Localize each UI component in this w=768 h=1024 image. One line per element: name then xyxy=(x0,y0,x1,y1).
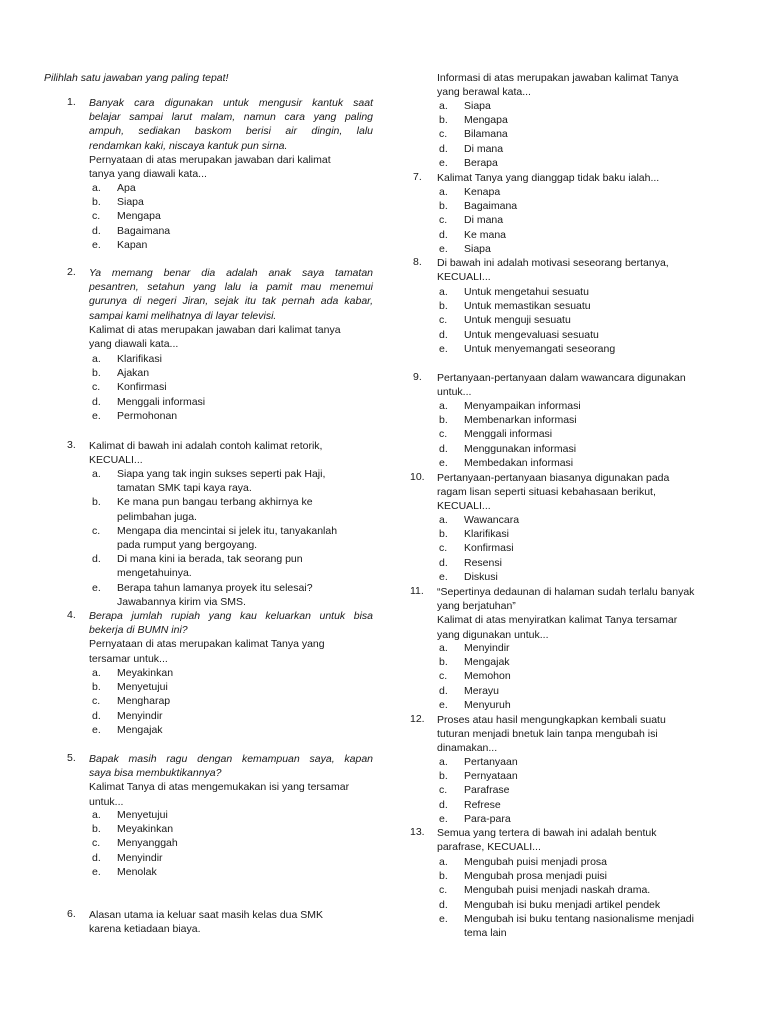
option-letter: b. xyxy=(92,681,101,694)
option-letter: b. xyxy=(439,300,448,313)
option-letter: a. xyxy=(439,400,448,412)
stem-line: KECUALI... xyxy=(437,271,491,284)
option-text: Menyetujui xyxy=(117,809,168,821)
answer-options xyxy=(92,352,373,423)
answer-option[interactable] xyxy=(439,399,727,413)
option-text: Menyindir xyxy=(117,851,163,864)
question-stem xyxy=(89,609,373,666)
option-text-line: pelimbahan juga. xyxy=(117,510,197,523)
option-text: Menyindir xyxy=(464,642,510,654)
stem-line: tuturan menjadi bnetuk lain tanpa mengubah isi xyxy=(437,728,658,741)
option-letter: c. xyxy=(439,884,448,897)
answer-options xyxy=(92,181,373,252)
italic-passage-line: ampuh, sediakan baskom berisi air dingin, lalu xyxy=(89,125,373,138)
answer-option[interactable] xyxy=(92,467,373,495)
option-letter: a. xyxy=(439,186,448,198)
stem-line: Pernyataan di atas merupakan kalimat Tanya yang xyxy=(89,638,325,651)
option-text: Menyindir xyxy=(117,709,163,722)
question-number: 4. xyxy=(67,609,76,621)
answer-option[interactable] xyxy=(92,822,373,836)
option-letter: a. xyxy=(439,100,448,112)
answer-option[interactable] xyxy=(92,495,373,523)
option-text-line: tamatan SMK tapi kaya raya. xyxy=(117,482,252,495)
option-text: Kapan xyxy=(117,238,148,251)
option-letter: e. xyxy=(439,156,448,169)
option-text: Menolak xyxy=(117,865,157,878)
option-letter: b. xyxy=(439,770,448,783)
option-letter: e. xyxy=(439,812,448,825)
answer-option[interactable] xyxy=(439,427,727,441)
answer-option[interactable] xyxy=(439,655,737,669)
answer-option[interactable] xyxy=(92,524,373,552)
option-letter: a. xyxy=(439,286,448,298)
option-text: Bagaimana xyxy=(464,200,518,213)
stem-line: Pertanyaan-pertanyaan dalam wawancara digunakan xyxy=(437,372,686,384)
answer-options xyxy=(439,399,727,470)
stem-line: yang digunakan untuk... xyxy=(437,628,549,641)
stem-line: yang berjatuhan” xyxy=(437,600,516,613)
answer-option[interactable] xyxy=(92,209,373,223)
option-letter: c. xyxy=(439,428,448,441)
answer-options xyxy=(439,641,737,712)
option-text: Permohonan xyxy=(117,409,178,422)
stem-line: yang diawali kata... xyxy=(89,338,179,351)
option-text: Ke mana xyxy=(464,228,507,241)
option-letter: d. xyxy=(439,328,448,341)
answer-options xyxy=(439,513,727,584)
option-letter: b. xyxy=(439,200,448,213)
answer-option[interactable] xyxy=(439,898,727,912)
answer-option[interactable] xyxy=(439,755,727,769)
answer-option[interactable] xyxy=(439,299,727,313)
italic-passage-line: saya bisa membuktikannya? xyxy=(89,767,222,780)
option-text: Untuk mengevaluasi sesuatu xyxy=(464,328,599,341)
stem-line: KECUALI... xyxy=(89,454,143,467)
stem-line: tanya yang diawali kata... xyxy=(89,168,207,181)
option-letter: b. xyxy=(92,823,101,836)
answer-option[interactable] xyxy=(439,142,727,156)
option-text-line: Mengubah isi buku tentang nasionalisme menjadi xyxy=(464,912,694,925)
question-number: 3. xyxy=(67,439,76,451)
question-stem xyxy=(89,908,373,936)
answer-option[interactable] xyxy=(439,313,727,327)
answer-option[interactable] xyxy=(439,869,727,883)
option-text: Untuk menguji sesuatu xyxy=(464,314,571,327)
option-letter: c. xyxy=(439,128,448,141)
option-letter: d. xyxy=(92,553,101,566)
answer-option[interactable] xyxy=(92,836,373,850)
option-text: Kenapa xyxy=(464,186,501,198)
option-text: Untuk menyemangati seseorang xyxy=(464,342,616,355)
option-letter: b. xyxy=(92,196,101,209)
italic-passage-line: Bapak masih ragu dengan kemampuan saya, kapan xyxy=(89,753,373,765)
answer-option[interactable] xyxy=(92,409,373,423)
option-letter: b. xyxy=(92,367,101,380)
question-number: 6. xyxy=(67,908,76,920)
answer-option[interactable] xyxy=(439,783,727,797)
answer-option[interactable] xyxy=(439,684,737,698)
answer-option[interactable] xyxy=(439,228,727,242)
question-number: 9. xyxy=(413,371,422,383)
option-text: Menyuruh xyxy=(464,698,511,711)
option-letter: a. xyxy=(439,642,448,654)
stem-line: Proses atau hasil mengungkapkan kembali suatu xyxy=(437,714,666,726)
option-text: Mengharap xyxy=(117,695,171,708)
option-text: Menggali informasi xyxy=(464,428,553,441)
answer-option[interactable] xyxy=(439,456,727,470)
stem-line: untuk... xyxy=(89,795,124,808)
answer-option[interactable] xyxy=(92,552,373,580)
answer-option[interactable] xyxy=(92,181,373,195)
option-text: Meyakinkan xyxy=(117,667,174,679)
option-letter: d. xyxy=(92,395,101,408)
answer-option[interactable] xyxy=(439,513,727,527)
option-text-line: Ke mana pun bangau terbang akhirnya ke xyxy=(117,496,313,509)
option-text: Klarifikasi xyxy=(464,528,509,541)
answer-option[interactable] xyxy=(92,581,373,609)
question-stem xyxy=(437,71,727,99)
option-text: Untuk mengetahui sesuatu xyxy=(464,286,589,298)
answer-option[interactable] xyxy=(439,213,727,227)
stem-line: Kalimat Tanya yang dianggap tidak baku ialah... xyxy=(437,172,660,184)
stem-line: Kalimat di atas menyiratkan kalimat Tanya tersamar xyxy=(437,614,678,627)
answer-option[interactable] xyxy=(92,366,373,380)
answer-option[interactable] xyxy=(92,865,373,879)
option-letter: c. xyxy=(439,542,448,555)
option-letter: d. xyxy=(439,228,448,241)
option-text: Membenarkan informasi xyxy=(464,414,577,427)
answer-option[interactable] xyxy=(439,798,727,812)
stem-line: “Sepertinya dedaunan di halaman sudah terlalu banyak xyxy=(437,586,695,598)
option-letter: e. xyxy=(439,456,448,469)
question-stem xyxy=(437,171,727,185)
option-text: Konfirmasi xyxy=(117,381,167,394)
option-text: Menyanggah xyxy=(117,837,178,850)
answer-option[interactable] xyxy=(439,556,727,570)
answer-option[interactable] xyxy=(439,442,727,456)
option-letter: e. xyxy=(439,342,448,355)
stem-line: KECUALI... xyxy=(437,500,491,513)
option-letter: b. xyxy=(439,656,448,669)
option-text: Pernyataan xyxy=(464,770,518,783)
answer-option[interactable] xyxy=(439,328,727,342)
option-text: Menggunakan informasi xyxy=(464,442,577,455)
option-text: Mengapa xyxy=(464,114,508,127)
option-text: Wawancara xyxy=(464,514,520,526)
option-text: Ajakan xyxy=(117,367,150,380)
option-letter: e. xyxy=(92,238,101,251)
question-number: 8. xyxy=(413,256,422,268)
question-stem xyxy=(89,752,373,809)
option-letter: e. xyxy=(439,242,448,255)
option-text-line: pada rumput yang bergoyang. xyxy=(117,539,258,552)
option-text-line: Mengubah isi buku menjadi artikel pendek xyxy=(464,898,661,911)
answer-option[interactable] xyxy=(439,342,727,356)
answer-options xyxy=(92,467,373,609)
answer-option[interactable] xyxy=(439,199,727,213)
option-letter: b. xyxy=(439,414,448,427)
option-text: Mengapa xyxy=(117,210,161,223)
option-text: Siapa xyxy=(464,242,491,255)
answer-option[interactable] xyxy=(439,527,727,541)
answer-option[interactable] xyxy=(92,851,373,865)
option-letter: c. xyxy=(439,784,448,797)
answer-options xyxy=(439,855,727,940)
stem-line: karena ketiadaan biaya. xyxy=(89,923,201,936)
italic-passage-line: gurunya di negeri Jiran, sejak itu tak pernah ada kabar, xyxy=(89,295,373,308)
option-text-line: mengetahuinya. xyxy=(117,567,192,580)
option-letter: e. xyxy=(439,570,448,583)
answer-options xyxy=(92,808,373,879)
question-stem xyxy=(437,713,727,756)
option-letter: c. xyxy=(92,524,101,537)
question-stem xyxy=(437,371,727,399)
option-text: Menggali informasi xyxy=(117,395,206,408)
option-text-line: Siapa yang tak ingin sukses seperti pak Haji, xyxy=(117,468,326,480)
option-text: Membedakan informasi xyxy=(464,456,574,469)
question-number: 12. xyxy=(410,713,425,725)
option-text: Resensi xyxy=(464,556,502,569)
answer-option[interactable] xyxy=(439,156,727,170)
answer-option[interactable] xyxy=(439,698,737,712)
italic-passage-line: bekerja di BUMN ini? xyxy=(89,624,188,637)
option-text: Bilamana xyxy=(464,128,508,141)
question-stem xyxy=(89,439,373,467)
answer-option[interactable] xyxy=(439,769,727,783)
option-letter: a. xyxy=(92,353,101,365)
question-stem xyxy=(437,471,727,514)
option-letter: e. xyxy=(439,912,448,925)
option-letter: e. xyxy=(92,581,101,594)
stem-line: Kalimat di atas merupakan jawaban dari kalimat tanya xyxy=(89,323,341,336)
option-text-line: Mengubah puisi menjadi naskah drama. xyxy=(464,884,651,897)
option-letter: d. xyxy=(92,224,101,237)
question-stem xyxy=(437,256,727,284)
italic-passage-line: Berapa jumlah rupiah yang kau keluarkan untuk bisa xyxy=(89,610,373,622)
question-number: 7. xyxy=(413,171,422,183)
question-number: 2. xyxy=(67,266,76,278)
answer-option[interactable] xyxy=(439,570,727,584)
option-text: Apa xyxy=(117,182,136,194)
option-text: Konfirmasi xyxy=(464,542,514,555)
option-text-line: Di mana kini ia berada, tak seorang pun xyxy=(117,553,303,566)
option-letter: c. xyxy=(439,670,448,683)
option-letter: e. xyxy=(439,698,448,711)
answer-option[interactable] xyxy=(439,541,727,555)
answer-option[interactable] xyxy=(92,380,373,394)
answer-option[interactable] xyxy=(439,812,727,826)
option-letter: c. xyxy=(92,210,101,223)
answer-option[interactable] xyxy=(439,99,727,113)
stem-line: Di bawah ini adalah motivasi seseorang bertanya, xyxy=(437,257,669,269)
option-text-line: Mengubah puisi menjadi prosa xyxy=(464,856,608,868)
answer-options xyxy=(439,755,727,826)
option-letter: d. xyxy=(439,556,448,569)
option-letter: a. xyxy=(92,667,101,679)
option-text: Siapa xyxy=(464,100,491,112)
stem-line: parafrase, KECUALI... xyxy=(437,841,541,854)
answer-option[interactable] xyxy=(92,238,373,252)
option-letter: d. xyxy=(439,442,448,455)
answer-option[interactable] xyxy=(439,413,727,427)
option-text: Menyampaikan informasi xyxy=(464,400,581,412)
option-letter: e. xyxy=(92,723,101,736)
answer-options xyxy=(439,99,727,170)
question-stem xyxy=(89,96,373,181)
option-letter: d. xyxy=(439,684,448,697)
option-letter: b. xyxy=(439,870,448,883)
option-text: Menyetujui xyxy=(117,681,168,694)
stem-line: Pertanyaan-pertanyaan biasanya digunakan pada xyxy=(437,472,670,484)
answer-option[interactable] xyxy=(439,855,727,869)
answer-options xyxy=(439,185,727,256)
stem-line: yang berawal kata... xyxy=(437,86,531,99)
answer-option[interactable] xyxy=(92,224,373,238)
option-letter: c. xyxy=(439,314,448,327)
answer-option[interactable] xyxy=(92,808,373,822)
stem-line: tersamar untuk... xyxy=(89,652,168,665)
option-text: Siapa xyxy=(117,196,144,209)
italic-passage-line: belajar sampai larut malam, namun cara yang paling xyxy=(89,111,373,124)
option-text: Merayu xyxy=(464,684,500,697)
option-letter: d. xyxy=(439,898,448,911)
answer-option[interactable] xyxy=(439,185,727,199)
stem-line: Kalimat Tanya di atas mengemukakan isi yang tersamar xyxy=(89,781,350,794)
option-text-line: tema lain xyxy=(464,927,507,940)
answer-option[interactable] xyxy=(92,352,373,366)
option-letter: a. xyxy=(92,809,101,821)
option-text: Di mana xyxy=(464,214,504,227)
answer-option[interactable] xyxy=(439,127,727,141)
answer-options xyxy=(439,285,727,356)
answer-option[interactable] xyxy=(439,113,727,127)
option-text: Klarifikasi xyxy=(117,353,162,365)
option-text: Pertanyaan xyxy=(464,756,518,768)
option-text-line: Mengubah prosa menjadi puisi xyxy=(464,870,608,883)
option-text: Mengajak xyxy=(464,656,510,669)
question-number: 10. xyxy=(410,471,425,483)
option-letter: b. xyxy=(92,496,101,509)
option-letter: c. xyxy=(92,837,101,850)
answer-option[interactable] xyxy=(439,669,737,683)
option-letter: d. xyxy=(439,142,448,155)
option-letter: e. xyxy=(92,865,101,878)
option-letter: a. xyxy=(439,756,448,768)
option-letter: d. xyxy=(439,798,448,811)
question-stem xyxy=(437,585,737,642)
instruction: Pilihlah satu jawaban yang paling tepat! xyxy=(44,72,229,84)
italic-passage-line: pesantren, setahun yang lalu ia pamit mau menemui xyxy=(89,281,373,294)
option-letter: c. xyxy=(92,381,101,394)
question-number: 5. xyxy=(67,752,76,764)
option-text: Mengajak xyxy=(117,723,163,736)
option-letter: c. xyxy=(92,695,101,708)
italic-passage-line: Banyak cara digunakan untuk mengusir kantuk saat xyxy=(89,97,373,109)
question-number: 1. xyxy=(67,96,76,108)
answer-option[interactable] xyxy=(439,242,727,256)
option-letter: d. xyxy=(92,851,101,864)
option-letter: e. xyxy=(92,409,101,422)
stem-line: Alasan utama ia keluar saat masih kelas dua SMK xyxy=(89,909,324,921)
option-text: Memohon xyxy=(464,670,511,683)
answer-option[interactable] xyxy=(92,694,373,708)
answer-option[interactable] xyxy=(439,285,727,299)
option-letter: a. xyxy=(92,182,101,194)
answer-options xyxy=(92,666,373,737)
question-stem xyxy=(89,266,373,351)
answer-option[interactable] xyxy=(92,680,373,694)
option-letter: a. xyxy=(439,514,448,526)
answer-option[interactable] xyxy=(92,723,373,737)
option-text-line: Mengapa dia mencintai si jelek itu, tanyakanlah xyxy=(117,524,338,537)
stem-line: untuk... xyxy=(437,386,472,399)
stem-line: dinamakan... xyxy=(437,742,498,755)
option-text: Parafrase xyxy=(464,784,510,797)
option-text-line: Jawabannya kirim via SMS. xyxy=(117,595,246,608)
option-text: Meyakinkan xyxy=(117,823,174,836)
stem-line: Kalimat di bawah ini adalah contoh kalimat retorik, xyxy=(89,440,323,452)
answer-option[interactable] xyxy=(92,666,373,680)
option-letter: b. xyxy=(439,528,448,541)
option-text: Untuk memastikan sesuatu xyxy=(464,300,591,313)
stem-line: Pernyataan di atas merupakan jawaban dari kalimat xyxy=(89,153,331,166)
option-text: Refrese xyxy=(464,798,501,811)
answer-option[interactable] xyxy=(92,195,373,209)
italic-passage-line: Ya memang benar dia adalah anak saya tamatan xyxy=(89,267,373,279)
option-letter: c. xyxy=(439,214,448,227)
italic-passage-line: sampai kami melihatnya di layar televisi. xyxy=(89,309,277,322)
option-text: Diskusi xyxy=(464,570,498,583)
option-letter: d. xyxy=(92,709,101,722)
option-text: Bagaimana xyxy=(117,224,171,237)
option-letter: a. xyxy=(439,856,448,868)
option-text: Di mana xyxy=(464,142,504,155)
answer-option[interactable] xyxy=(439,641,737,655)
option-letter: b. xyxy=(439,114,448,127)
answer-option[interactable] xyxy=(92,395,373,409)
question-number: 11. xyxy=(410,585,424,597)
question-number: 13. xyxy=(410,826,425,838)
question-stem xyxy=(437,826,727,854)
answer-option[interactable] xyxy=(439,912,727,940)
answer-option[interactable] xyxy=(92,709,373,723)
option-letter: a. xyxy=(92,468,101,480)
stem-line: Informasi di atas merupakan jawaban kalimat Tanya xyxy=(437,72,679,84)
option-text: Berapa xyxy=(464,156,498,169)
answer-option[interactable] xyxy=(439,883,727,897)
stem-line: ragam lisan seperti situasi kebahasaan berikut, xyxy=(437,486,656,499)
stem-line: Semua yang tertera di bawah ini adalah bentuk xyxy=(437,827,657,839)
italic-passage-line: rendamkan kaki, niscaya kantuk pun sirna. xyxy=(89,139,288,152)
option-text-line: Berapa tahun lamanya proyek itu selesai? xyxy=(117,581,313,594)
option-text: Para-para xyxy=(464,812,511,825)
